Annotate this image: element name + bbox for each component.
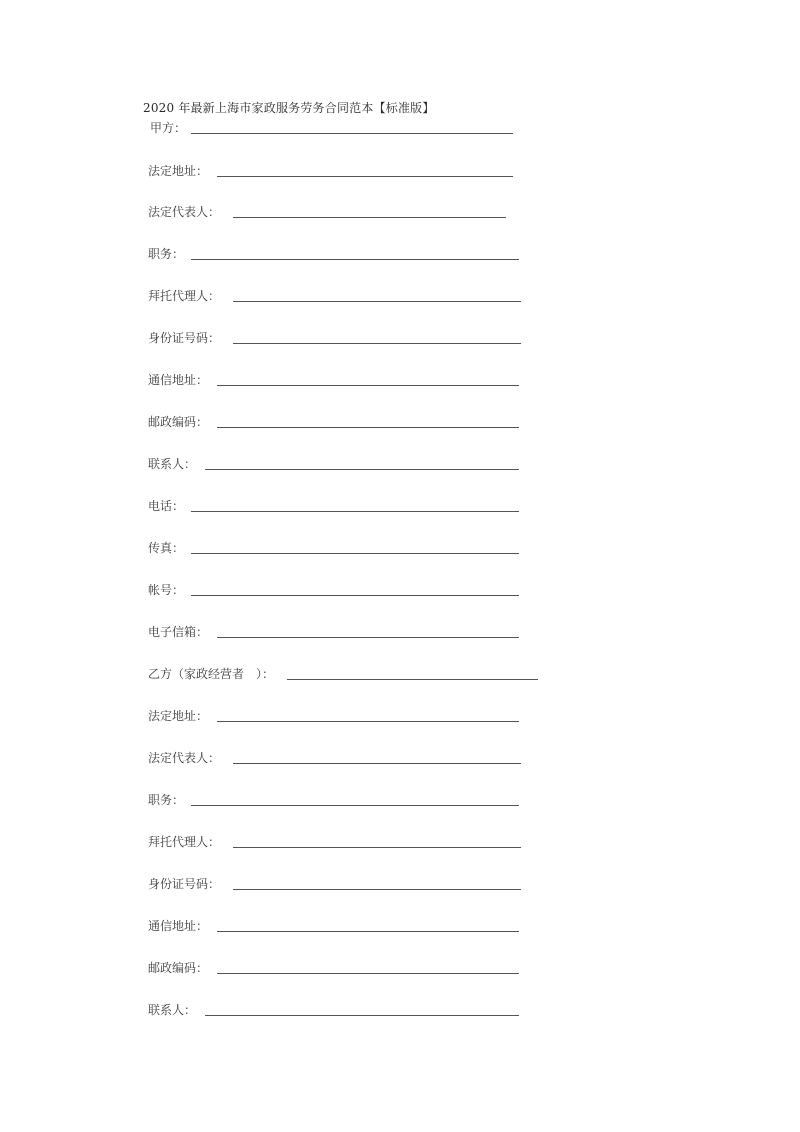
blank-underline[interactable] <box>191 805 519 806</box>
blank-underline[interactable] <box>217 385 519 386</box>
field-label: 身份证号码： <box>148 331 221 345</box>
blank-underline[interactable] <box>191 595 519 596</box>
blank-underline[interactable] <box>191 133 513 134</box>
form-field-row <box>0 960 800 978</box>
form-field-row <box>0 456 800 474</box>
field-label: 联系人： <box>148 457 197 471</box>
form-field-row <box>0 163 800 181</box>
blank-underline[interactable] <box>233 217 506 218</box>
form-field-row <box>0 750 800 768</box>
form-field-row <box>0 204 800 222</box>
field-label: 电话： <box>148 499 185 513</box>
blank-underline[interactable] <box>233 889 521 890</box>
form-field-row <box>0 498 800 516</box>
form-field-row <box>0 120 800 138</box>
field-label: 邮政编码： <box>148 415 209 429</box>
form-field-row <box>0 540 800 558</box>
blank-underline[interactable] <box>233 847 521 848</box>
field-label: 传真： <box>148 541 185 555</box>
field-label: 通信地址： <box>148 373 209 387</box>
form-field-row <box>0 330 800 348</box>
blank-underline[interactable] <box>191 511 519 512</box>
field-label: 法定代表人： <box>148 751 221 765</box>
blank-underline[interactable] <box>191 259 519 260</box>
field-label: 职务： <box>148 793 185 807</box>
document-title: 2020 年最新上海市家政服务劳务合同范本【标准版】 <box>143 101 435 115</box>
field-label: 法定地址： <box>148 164 209 178</box>
blank-underline[interactable] <box>233 343 521 344</box>
blank-underline[interactable] <box>205 1015 519 1016</box>
blank-underline[interactable] <box>217 176 513 177</box>
blank-underline[interactable] <box>217 427 519 428</box>
form-field-row <box>0 918 800 936</box>
field-label: 邮政编码： <box>148 961 209 975</box>
field-label: 身份证号码： <box>148 877 221 891</box>
blank-underline[interactable] <box>233 763 521 764</box>
field-label: 电子信箱： <box>148 625 209 639</box>
blank-underline[interactable] <box>217 637 519 638</box>
form-field-row <box>0 792 800 810</box>
form-field-row <box>0 876 800 894</box>
form-field-row <box>0 1002 800 1020</box>
field-label: 帐号： <box>148 583 185 597</box>
field-label: 拜托代理人： <box>148 835 221 849</box>
field-label: 法定代表人： <box>148 205 221 219</box>
form-field-row <box>0 246 800 264</box>
form-field-row <box>0 834 800 852</box>
form-field-row <box>0 414 800 432</box>
field-label: 甲方： <box>150 121 187 135</box>
blank-underline[interactable] <box>217 973 519 974</box>
field-label: 职务： <box>148 247 185 261</box>
blank-underline[interactable] <box>233 301 521 302</box>
field-label: 乙方（家政经营者 ）： <box>148 667 275 681</box>
form-field-row <box>0 624 800 642</box>
blank-underline[interactable] <box>191 553 519 554</box>
field-label: 法定地址： <box>148 709 209 723</box>
blank-underline[interactable] <box>217 931 519 932</box>
field-label: 拜托代理人： <box>148 289 221 303</box>
form-field-row <box>0 372 800 390</box>
form-field-row <box>0 288 800 306</box>
form-field-row <box>0 708 800 726</box>
field-label: 联系人： <box>148 1003 197 1017</box>
form-field-row <box>0 666 800 684</box>
field-label: 通信地址： <box>148 919 209 933</box>
blank-underline[interactable] <box>217 721 519 722</box>
form-field-row <box>0 582 800 600</box>
blank-underline[interactable] <box>205 469 519 470</box>
blank-underline[interactable] <box>287 679 538 680</box>
